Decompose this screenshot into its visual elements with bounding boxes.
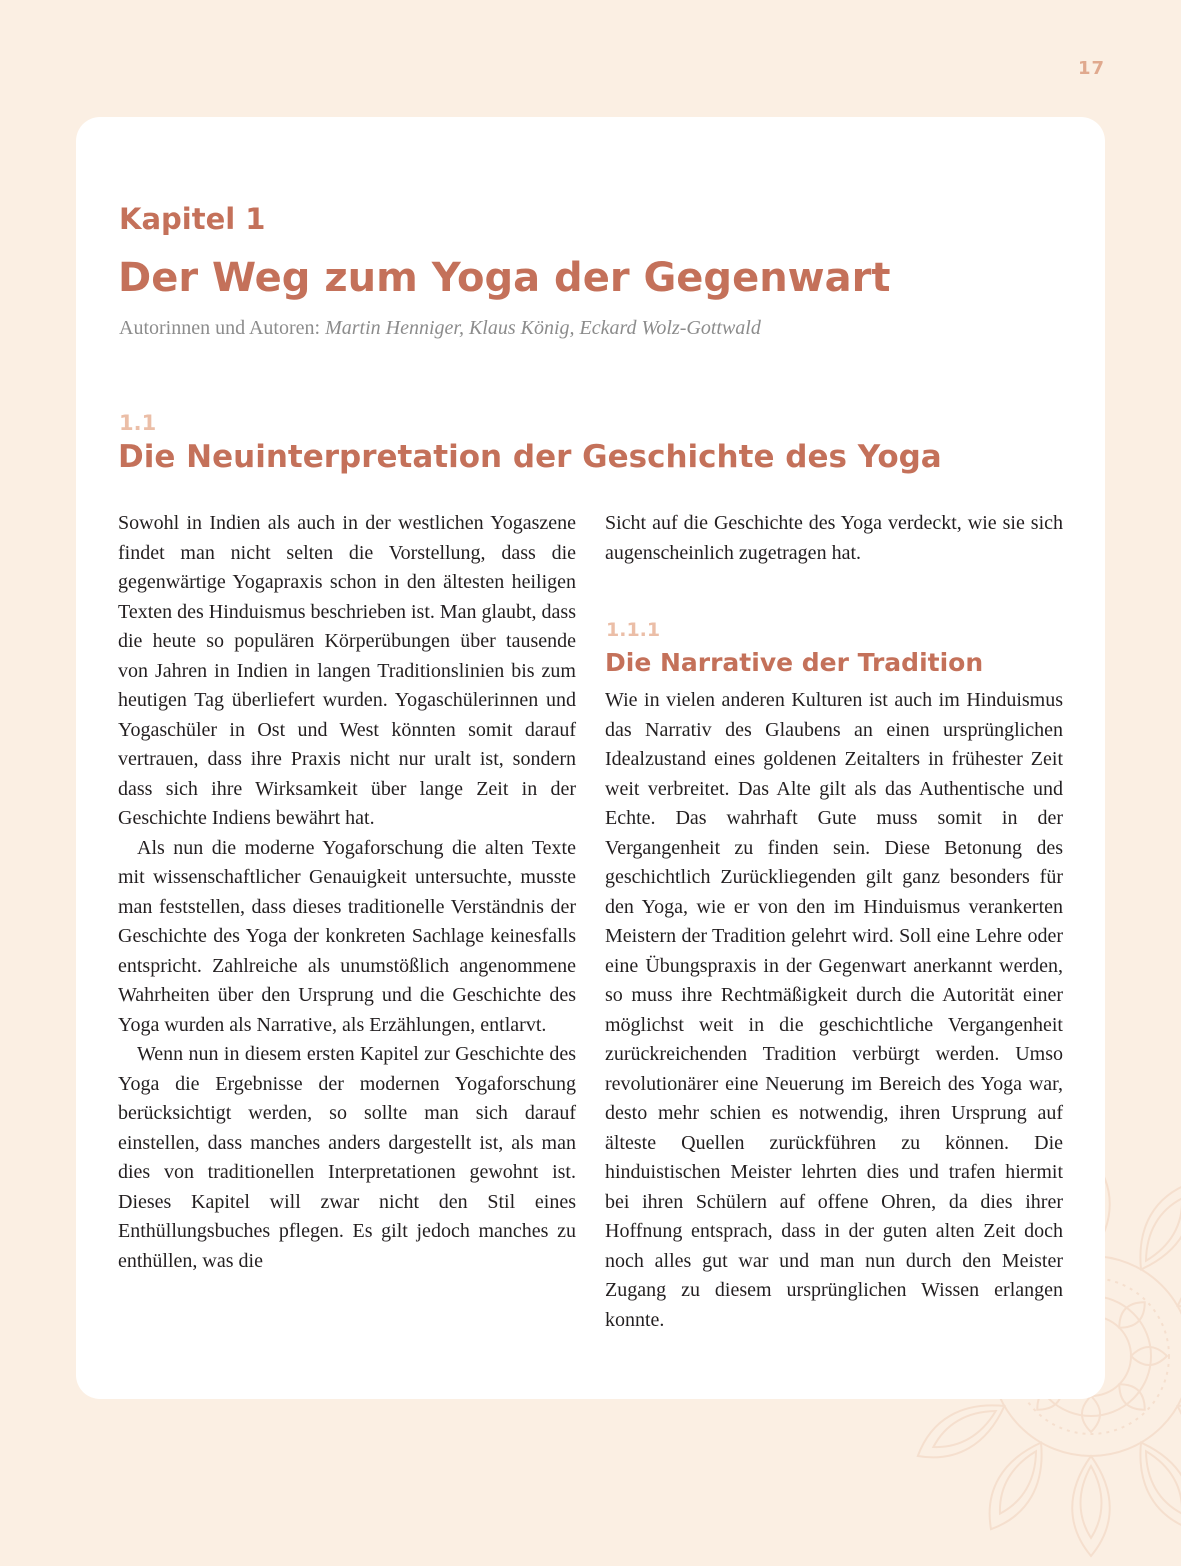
subsection-number: 1.1.1 — [606, 619, 661, 641]
body-paragraph: Als nun die moderne Yogaforschung die alten Texte mit wissenschaftlicher Genauigkeit untersuchte, musste man feststellen, dass dieses traditionelle Verständnis der Geschichte des Yoga der konkreten Sachlage keinesfalls entspricht. Zahlreiche als unumstößlich angenommene Wahrheiten über den Ursprung und die Geschichte des Yoga wurden als Narrative, als Erzählungen, entlarvt. — [118, 836, 576, 1036]
content-card — [76, 117, 1105, 1399]
left-column — [118, 509, 576, 1276]
body-paragraph: Wie in vielen anderen Kulturen ist auch im Hinduismus das Narrativ des Glaubens an einen ursprünglichen Idealzustand eines goldenen Zeitalters in frühester Zeit weit verbreitet. Das Alte gilt als das Authentische und Echte. Das wahrhaft Gute muss somit in der Vergangenheit zu finden sein. Diese Betonung des geschichtlich Zurückliegenden gilt ganz besonders für den Yoga, wie er von den im Hinduismus verankerten Meistern der Tradition gelehrt wird. Soll eine Lehre oder eine Übungspraxis in der Gegenwart anerkannt werden, so muss ihre Rechtmäßigkeit durch die Autorität einer möglichst weit in die geschichtliche Vergangenheit zurückreichenden Tradition verbürgt werden. Umso revolutionärer eine Neuerung im Bereich des Yoga war, desto mehr schien es notwendig, ihren Ursprung auf älteste Quellen zurückführen zu können. Die hinduistischen Meister lehrten dies und trafen hiermit bei ihren Schülern auf offene Ohren, da dies ihrer Hoffnung entsprach, dass in der guten alten Zeit doch noch alles gut war und man nun durch den Meister Zugang zu diesem ursprünglichen Wissen erlangen konnte. — [605, 689, 1063, 1331]
body-paragraph: Sicht auf die Geschichte des Yoga verdeckt, wie sie sich augenscheinlich zugetragen hat. — [605, 512, 1063, 564]
section-number: 1.1 — [119, 411, 157, 435]
section-title: Die Neuinterpretation der Geschichte des Yoga — [118, 439, 942, 475]
chapter-kicker: Kapitel 1 — [119, 202, 266, 236]
authors-label: Autorinnen und Autoren: — [119, 317, 326, 339]
subsection-title: Die Narrative der Tradition — [605, 648, 984, 677]
chapter-title: Der Weg zum Yoga der Gegenwart — [118, 255, 891, 301]
chapter-authors — [119, 317, 761, 340]
body-paragraph: Wenn nun in diesem ersten Kapitel zur Geschichte des Yoga die Ergebnisse der modernen Yogaforschung berücksichtigt werden, so sollte man sich darauf einstellen, dass manches anders dargestellt ist, als man dies von traditionellen Interpretationen gewohnt ist. Dieses Kapitel will zwar nicht den Stil eines Enthüllungsbuches pflegen. Es gilt jedoch manches zu enthüllen, was die — [118, 1043, 576, 1272]
body-paragraph: Sowohl in Indien als auch in der westlichen Yogaszene findet man nicht selten die Vorstellung, dass die gegenwärtige Yogapraxis schon in den ältesten heiligen Texten des Hinduismus beschrieben ist. Man glaubt, dass die heute so populären Körperübungen über tausende von Jahren in Indien in langen Traditionslinien bis zum heutigen Tag überliefert wurden. Yogaschülerinnen und Yogaschüler in Ost und West könnten somit darauf vertrauen, dass ihre Praxis nicht nur uralt ist, sondern dass sich ihre Wirksamkeit über lange Zeit in der Geschichte Indiens bewährt hat. — [118, 512, 576, 829]
authors-names: Martin Henniger, Klaus König, Eckard Wolz-Gottwald — [325, 317, 761, 339]
right-column-continuation — [605, 509, 1063, 568]
right-column — [605, 686, 1063, 1335]
page-number: 17 — [1077, 58, 1105, 79]
